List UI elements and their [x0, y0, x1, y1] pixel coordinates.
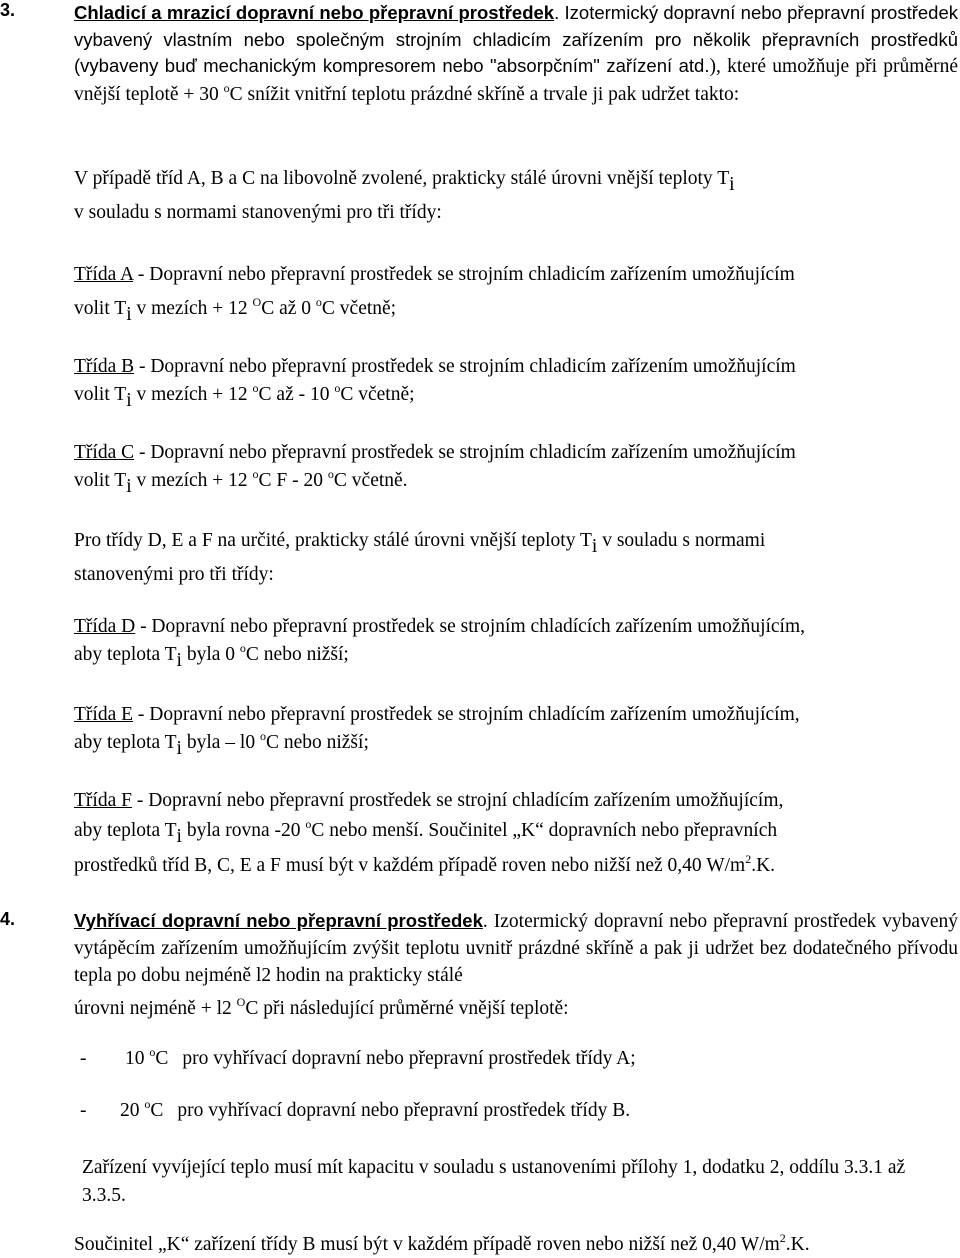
class-b-line1: Třída B - Dopravní nebo přepravní prostředek se strojním chladicím zařízením umožňujícím — [74, 356, 796, 377]
bullet-2: 20 $^o$C pro vyhřívací dopravní nebo přepravní prostředek třídy B. — [120, 1097, 631, 1121]
item-4-intro-last: úrovni nejméně + l2 $^O$C při následující průměrné vnější teplotě: — [74, 995, 569, 1019]
class-c-line1: Třída C - Dopravní nebo přepravní prostředek se strojním chladicím zařízením umožňujícím — [74, 442, 796, 463]
coefficient-paragraph: Součinitel „K“ zařízení třídy B musí být v každém případě roven nebo nižší než 0,40 $W/m^2.K$. — [74, 1231, 810, 1255]
class-a-label: Třída A — [74, 264, 134, 285]
class-e-line2: aby teplota $T_i$ byla – l0 $^o$C nebo nižší; — [74, 729, 369, 759]
item-3-intro: Chladicí a mrazicí dopravní nebo přepravní prostředek. Izotermický dopravní nebo přepravní prostředek vybavený vlastním nebo společným strojním chladicím zařízením pro několik přepravních prostředků (vybaveny buď mechanickým kompresorem nebo "absorpčním" zařízení atd.), které umožňuje při průměrné vnější teplotě + 30 $^o$C snížit vnitřní teplotu prázdné skříně a trvale ji pak udržet takto: — [74, 2, 958, 105]
item-3-number: 3. — [0, 0, 16, 20]
item-4-number: 4. — [0, 909, 16, 929]
class-f-line2: aby teplota $T_i$ byla rovna -20 $^o$C nebo menší. Součinitel „K“ dopravních nebo přepravních — [74, 817, 778, 847]
abc-paragraph-line2: v souladu s normami stanovenými pro tři třídy: — [74, 202, 442, 223]
capacity-paragraph: Zařízení vyvíjející teplo musí mít kapacitu v souladu s ustanoveními přílohy 1, dodatku 2, oddílu 3.3.1 až 3.3.5. — [82, 1157, 906, 1206]
abc-paragraph-line1: V případě tříd A, B a C na libovolně zvolené, prakticky stálé úrovni vnější teploty $T_i$ — [74, 168, 735, 195]
class-a-line2: volit $T_i$ v mezích + 12 $^O$C až 0 $^o$C včetně; — [74, 295, 397, 325]
class-b-line2: volit $T_i$ v mezích + 12 $^o$C až - 10 $^o$C včetně; — [74, 381, 415, 411]
class-b-label: Třída B — [74, 356, 135, 377]
item-4-intro: Vyhřívací dopravní nebo přepravní prostředek. Izotermický dopravní nebo přepravní prostředek vybavený vytápěcím zařízením umožňujícím zvýšit teplotu uvnitř prázdné skříně a pak ji udržet bez dodatečného přívodu tepla po dobu nejméně l2 hodin na prakticky stálé — [74, 910, 958, 986]
class-a-line1: Třída A - Dopravní nebo přepravní prostředek se strojním chladicím zařízením umožňujícím — [74, 264, 795, 285]
item-4-heading: Vyhřívací dopravní nebo přepravní prostředek — [74, 910, 483, 931]
class-f-line1: Třída F - Dopravní nebo přepravní prostředek se strojní chladícím zařízením umožňujícím, — [74, 790, 784, 811]
class-d-line1: Třída D - Dopravní nebo přepravní prostředek se strojním chladících zařízením umožňujícím, — [74, 616, 806, 637]
class-d-label: Třída D — [74, 616, 136, 637]
class-e-label: Třída E — [74, 704, 134, 725]
class-f-line3: prostředků tříd B, C, E a F musí být v každém případě roven nebo nižší než 0,40 $W/m^2.K$. — [74, 852, 776, 876]
bullet-2-dash: - — [80, 1100, 87, 1121]
bullet-1-dash: - — [80, 1048, 87, 1069]
class-e-line1: Třída E - Dopravní nebo přepravní prostředek se strojním chladícím zařízením umožňujícím, — [74, 704, 800, 725]
class-d-line2: aby teplota $T_i$ byla 0 $^o$C nebo nižší; — [74, 641, 349, 671]
def-paragraph-line1: Pro třídy D, E a F na určité, prakticky stálé úrovni vnější teploty $T_i$ v souladu s normami — [74, 530, 766, 557]
class-c-line2: volit $T_i$ v mezích + 12 $^o$C F - 20 $^o$C včetně. — [74, 467, 408, 497]
class-c-label: Třída C — [74, 442, 135, 463]
class-f-label: Třída F — [74, 790, 132, 811]
bullet-1: 10 $^o$C pro vyhřívací dopravní nebo přepravní prostředek třídy A; — [125, 1045, 636, 1069]
def-paragraph-line2: stanovenými pro tři třídy: — [74, 564, 274, 585]
item-3-heading: Chladicí a mrazicí dopravní nebo přepravní prostředek — [74, 2, 555, 23]
